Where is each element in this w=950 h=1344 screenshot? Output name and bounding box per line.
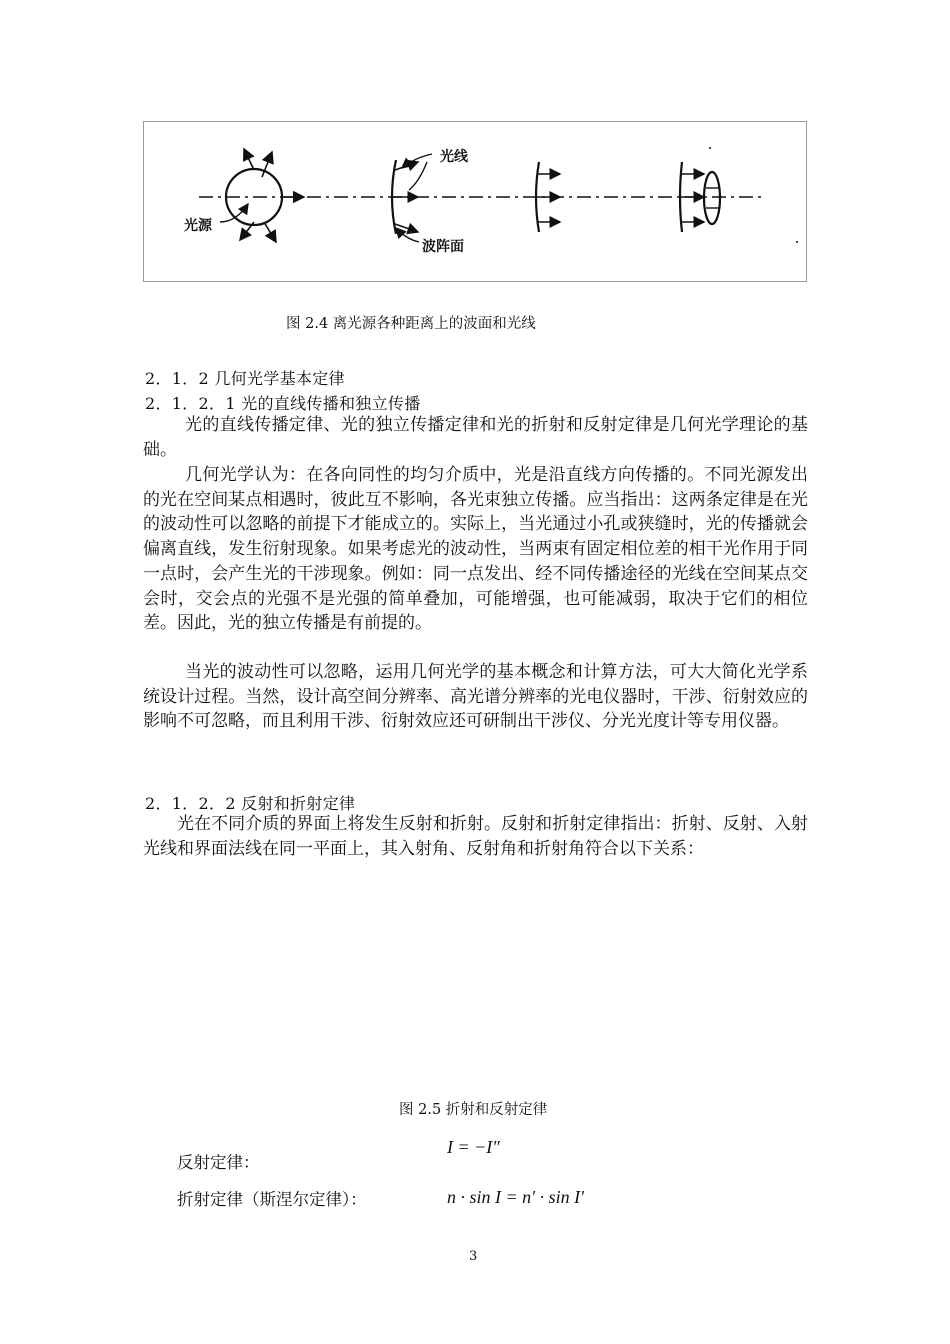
- light-source-label: 光源: [184, 218, 212, 234]
- figure-2-4-caption: 图 2.4 离光源各种距离上的波面和光线: [286, 316, 536, 332]
- wavefront-diagram: [144, 122, 808, 283]
- figure-2-4: [143, 121, 807, 282]
- subsection-heading-1: 2．1．2．1 光的直线传播和独立传播: [145, 394, 421, 413]
- section-heading: 2．1．2 几何光学基本定律: [145, 369, 345, 388]
- paragraph-1: 光的直线传播定律、光的独立传播定律和光的折射和反射定律是几何光学理论的基础。: [143, 415, 808, 460]
- paragraph-2: 几何光学认为：在各向同性的均匀介质中，光是沿直线方向传播的。不同光源发出的光在空间某点相遇时，彼此互不影响，各光束独立传播。应当指出：这两条定律是在光的波动性可以忽略的前提下才能成立的。实际上，当光通过小孔或狭缝时，光的传播就会偏离直线，发生衍射现象。如果考虑光的波动性，当两束有固定相位差的相干光作用于同一点时，会产生光的干涉现象。例如：同一点发出、经不同传播途径的光线在空间某点交会时，交会点的光强不是光强的简单叠加，可能增强，也可能减弱，取决于它们的相位差。因此，光的独立传播是有前提的。: [143, 465, 808, 634]
- reflection-formula: I = −I″: [447, 1137, 500, 1157]
- reflection-law-label: 反射定律：: [177, 1153, 260, 1172]
- figure-2-5-caption: 图 2.5 折射和反射定律: [399, 1102, 548, 1118]
- light-ray-label: 光线: [440, 149, 468, 165]
- source-rays: [240, 149, 304, 242]
- refraction-law-label: 折射定律（斯涅尔定律）：: [177, 1190, 367, 1209]
- subsection-heading-2: 2．1．2．2 反射和折射定律: [145, 794, 356, 813]
- paragraph-4: 光在不同介质的界面上将发生反射和折射。反射和折射定律指出：折射、反射、入射光线和界面法线在同一平面上，其入射角、反射角和折射角符合以下关系：: [143, 814, 808, 859]
- wavefront-label: 波阵面: [422, 239, 464, 255]
- page-number: 3: [469, 1249, 478, 1264]
- refraction-formula: n · sin I = n′ · sin I′: [447, 1187, 585, 1207]
- paragraph-3: 当光的波动性可以忽略，运用几何光学的基本概念和计算方法，可大大简化光学系统设计过程。当然，设计高空间分辨率、高光谱分辨率的光电仪器时，干涉、衍射效应的影响不可忽略，而且利用干涉、衍射效应还可研制出干涉仪、分光光度计等专用仪器。: [143, 662, 808, 732]
- lens: [704, 172, 720, 224]
